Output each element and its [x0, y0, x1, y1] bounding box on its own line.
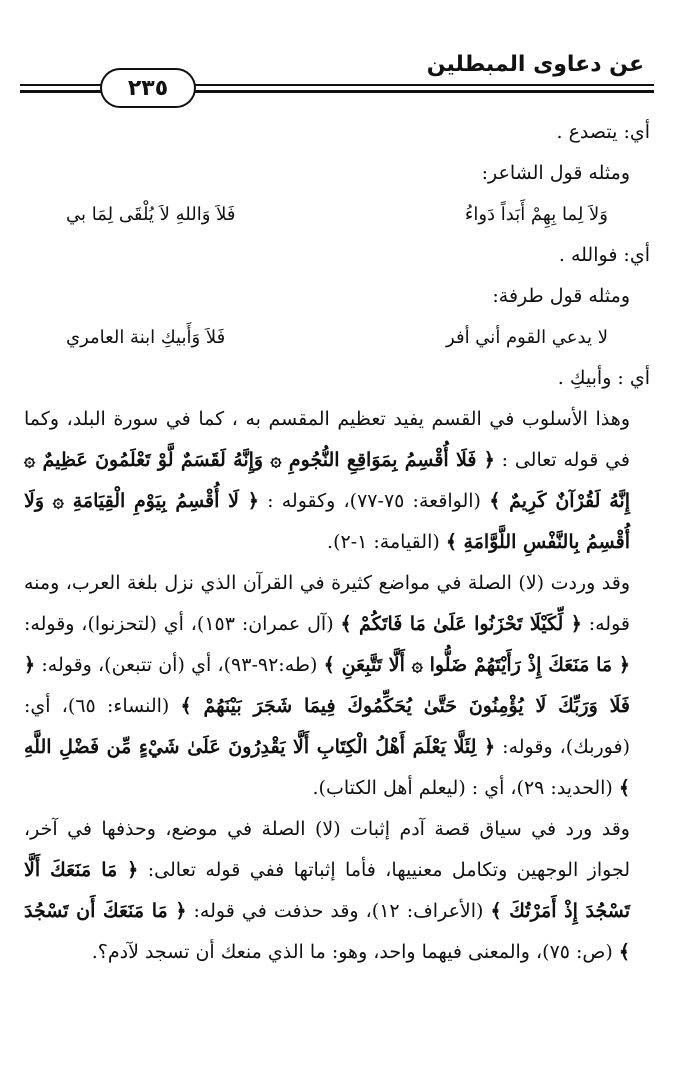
- text-run: (آل عمران: ١٥٣)، أي (لتحزنوا)، وقوله:: [24, 613, 341, 635]
- page-number: ٢٣٥: [100, 68, 196, 108]
- verse-hemistich-second: لا يدعي القوم أني أفر: [446, 327, 608, 348]
- text-line: ومثله قول طرفة:: [492, 285, 630, 307]
- text-run: (طه:٩٢-٩٣)، أي (أن تتبعن)، وقوله:: [35, 654, 324, 676]
- text-run: (القيامة: ١-٢).: [327, 531, 446, 553]
- paragraph: [24, 399, 650, 563]
- quran-verse: ﴿ فَلَا وَرَبِّكَ لَا يُؤْمِنُونَ حَتَّىٰ يُحَكِّمُوكَ فِيمَا شَجَرَ بَيْنَهُمْ ﴾: [24, 654, 630, 717]
- quran-verse: ﴿ مَا مَنَعَكَ أَلَّا تَسْجُدَ إِذْ أَمَرْتُكَ ﴾: [24, 859, 631, 922]
- text-run: (النساء: ٦٥)، أي: (فوربك)، وقوله:: [24, 695, 630, 758]
- quran-verse: ﴿ لِئَلَّا يَعْلَمَ أَهْلُ الْكِتَابِ أَلَّا يَقْدِرُونَ عَلَىٰ شَيْءٍ مِّن فَضْلِ اللَّهِ ﴾: [24, 736, 630, 799]
- poetry-verse: [24, 194, 650, 235]
- text-run: (الحديد: ٢٩)، أي : (ليعلم أهل الكتاب).: [312, 777, 619, 799]
- text-line: ومثله قول الشاعر:: [481, 162, 630, 184]
- poetry-verse: [24, 317, 650, 358]
- quran-verse: ﴿ لِّكَيْلَا تَحْزَنُوا عَلَىٰ مَا فَاتَكُمْ ﴾: [340, 613, 582, 635]
- text-line: أي: فوالله .: [558, 244, 650, 266]
- verse-hemistich-first: فَلاَ وَأَبيكِ ابنة العامري: [66, 327, 226, 348]
- text-run: (الأعراف: ١٢)، وقد حذفت في قوله:: [186, 900, 491, 922]
- text-run: (ص: ٧٥)، والمعنى فيهما واحد، وهو: ما الذي منعك أن تسجد لآدم؟.: [91, 941, 619, 963]
- page-body: [24, 112, 650, 973]
- quran-verse: ﴿ فَلَا أُقْسِمُ بِمَوَاقِعِ النُّجُومِ ۞ وَإِنَّهُ لَقَسَمٌ لَّوْ تَعْلَمُونَ عَظِيمٌ ۞ إِنَّهُ لَقُرْآنٌ كَرِيمٌ ﴾: [24, 449, 630, 512]
- verse-hemistich-second: وَلاَ لِما بِهِمْ أَبَداً دَواءُ: [464, 204, 608, 225]
- paragraph: [24, 563, 650, 809]
- text-run: وقد وردت (لا) الصلة في مواضع كثيرة في القرآن الذي نزل بلغة العرب، ومنه قوله:: [24, 572, 630, 635]
- page-header: [20, 40, 654, 100]
- verse-hemistich-first: فَلاَ وَاللهِ لاَ يُلْقَى لِمَا بي: [66, 204, 236, 225]
- text-run: وقد ورد في سياق قصة آدم إثبات (لا) الصلة في موضع، وحذفها في آخر، لجواز الوجهين وتكامل معنييها، فأما إثباتها ففي قوله تعالى:: [24, 818, 631, 881]
- paragraph: [24, 809, 650, 973]
- text-line: أي: يتصدع .: [556, 121, 650, 143]
- text-run: وهذا الأسلوب في القسم يفيد تعظيم المقسم به ، كما في سورة البلد، وكما في قوله تعالى :: [24, 408, 630, 471]
- quran-verse: ﴿ مَا مَنَعَكَ إِذْ رَأَيْتَهُمْ ضَلُّوا ۞ أَلَّا تَتَّبِعَنِ ﴾: [323, 654, 631, 676]
- running-title: عن دعاوى المبطلين: [426, 52, 644, 77]
- text-run: (الواقعة: ٧٥-٧٧)، وكقوله :: [258, 490, 490, 512]
- quran-verse: ﴿ مَا مَنَعَكَ أَن تَسْجُدَ ﴾: [24, 900, 630, 963]
- quran-verse: ﴿ لَا أُقْسِمُ بِيَوْمِ الْقِيَامَةِ ۞ وَلَا أُقْسِمُ بِالنَّفْسِ اللَّوَّامَةِ ﴾: [24, 490, 630, 553]
- text-line: أي : وأبيكِ .: [557, 367, 650, 389]
